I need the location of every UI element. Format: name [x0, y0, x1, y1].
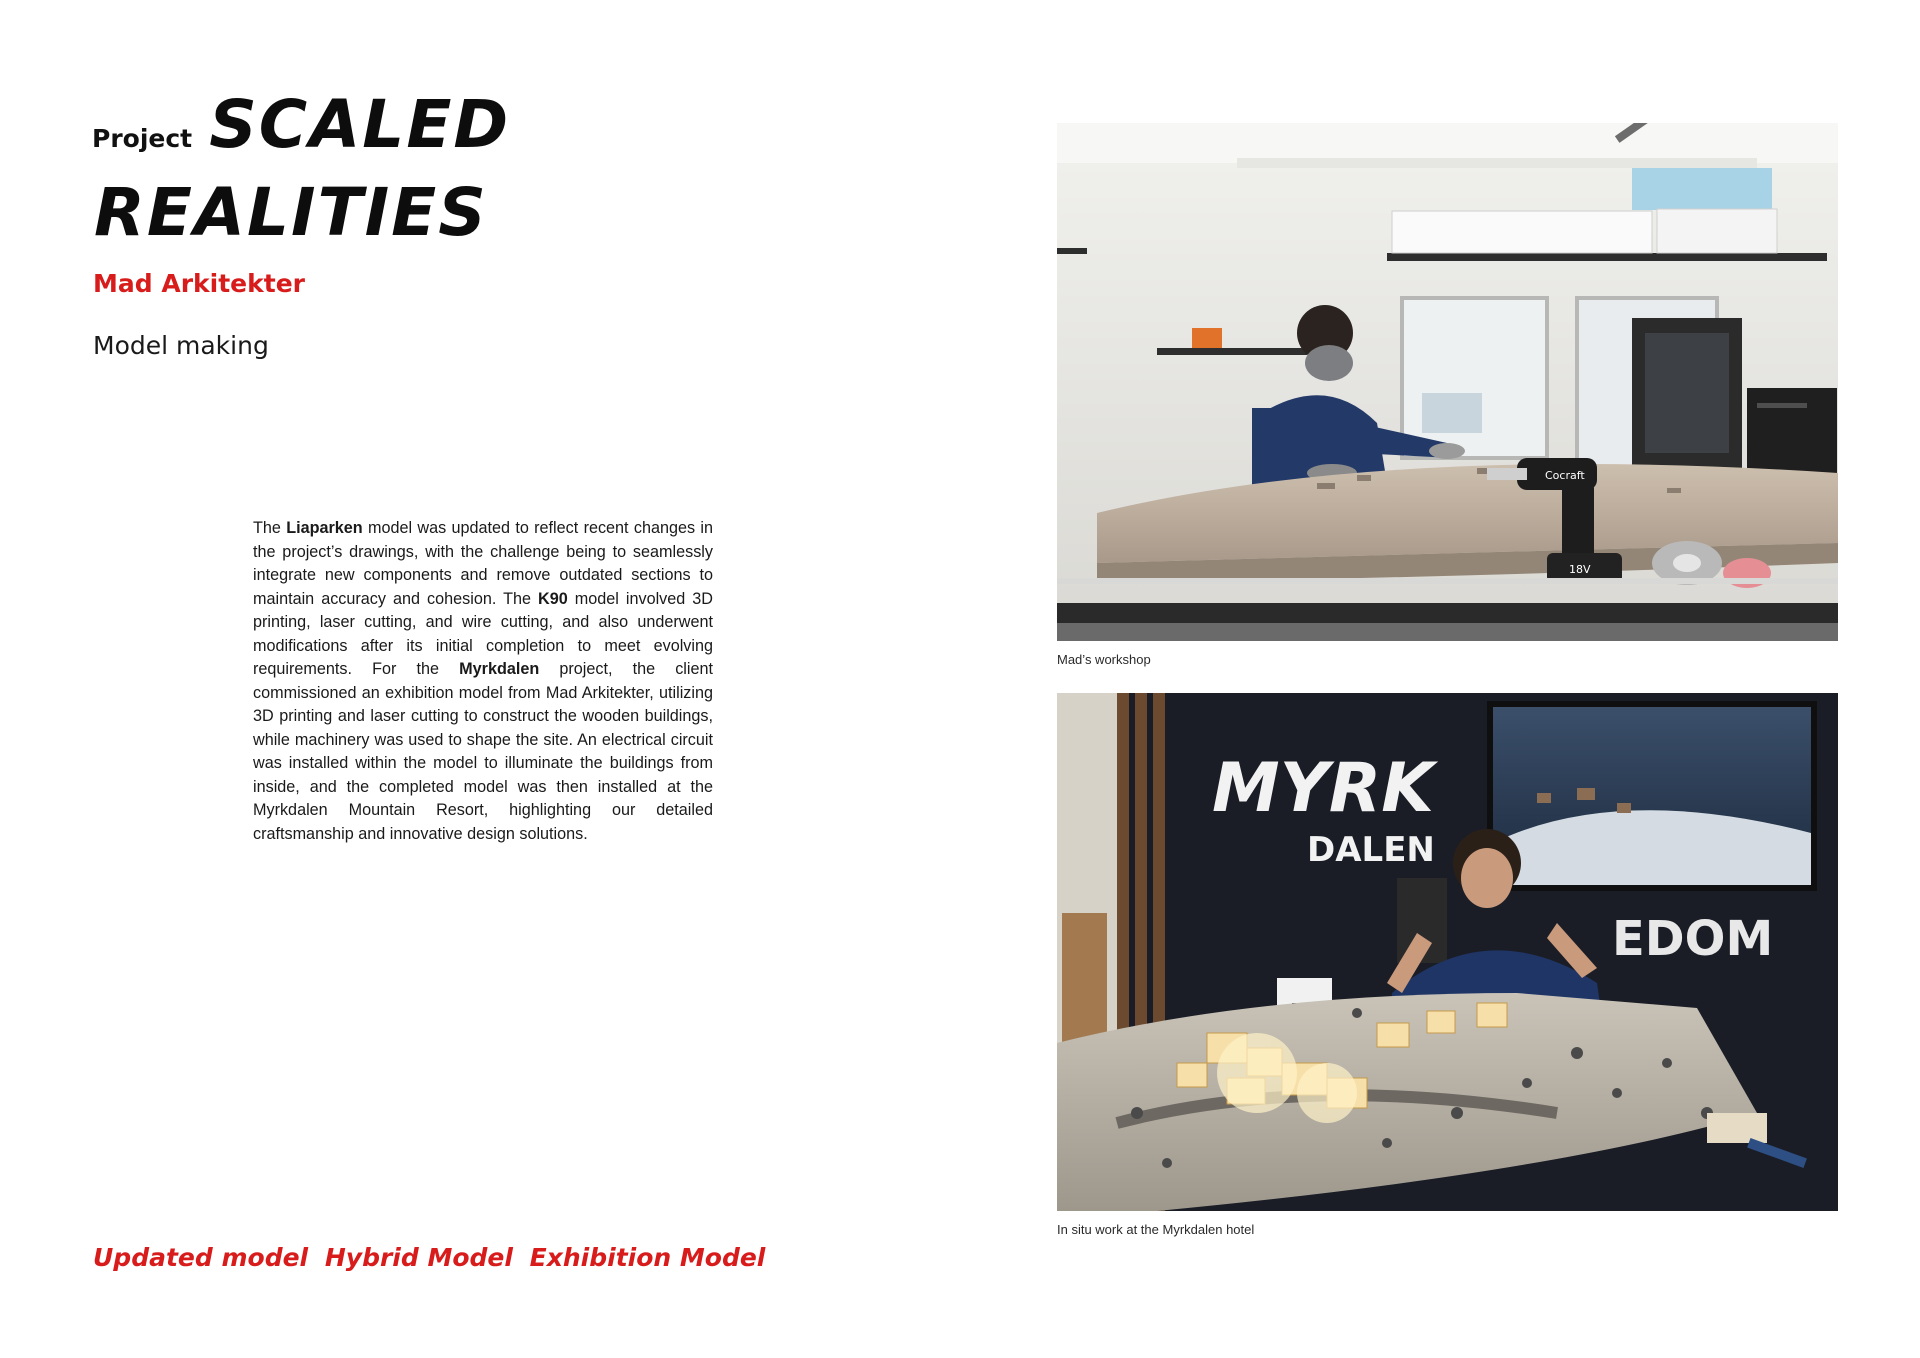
project-title-first-word: SCALED	[209, 86, 511, 163]
project-kicker: Project	[92, 124, 193, 153]
description-text: project, the client commissioned an exhibition model from Mad Arkitekter, utilizing 3D printing and laser cutting to construct the wooden buildings, while machinery was used to shape the site. An electrical circuit was installed within the model to illuminate the buildings from inside, and the completed model was then installed at the Myrkdalen Mountain Resort, highlighting our detailed craftsmanship and innovative design solutions.	[253, 660, 714, 843]
wall-slogan-text: EDOM	[1612, 911, 1774, 967]
highlighted-project-name: Myrkdalen	[459, 660, 540, 678]
title-second-line	[94, 174, 488, 251]
project-description	[253, 517, 713, 846]
model-type-tags	[93, 1243, 765, 1272]
description-text: model was updated to reflect recent changes in the project’s drawings, with the challenge being to seamlessly integrate new components and remove outdated sections to maintain accuracy and cohesion. The	[253, 519, 713, 608]
tag-hybrid-model: Hybrid Model	[324, 1243, 513, 1272]
workshop-photo-illustration	[1057, 123, 1838, 641]
highlighted-project-name: K90	[538, 589, 568, 608]
myrkdalen-caption: In situ work at the Myrkdalen hotel	[1057, 1222, 1255, 1237]
tag-exhibition-model: Exhibition Model	[529, 1243, 766, 1272]
project-title-second-word: REALITIES	[94, 174, 488, 251]
drill-brand-label: Cocraft	[1545, 469, 1585, 482]
description-text: model involved 3D printing, laser cutting, and wire cutting, and also underwent modifications after its initial completion to meet evolving requirements. For the	[253, 589, 713, 678]
dalen-logo-text: DALEN	[1307, 830, 1435, 870]
myrkdalen-photo	[1057, 693, 1838, 1211]
description-text: The	[253, 519, 287, 537]
workshop-photo	[1057, 123, 1838, 641]
myrk-logo-text: MYRK	[1212, 749, 1434, 828]
studio-name: Mad Arkitekter	[93, 269, 305, 298]
tag-updated-model: Updated model	[93, 1243, 309, 1272]
highlighted-project-name: Liaparken	[286, 519, 363, 537]
workshop-caption: Mad’s workshop	[1057, 652, 1151, 667]
title-first-line	[92, 86, 511, 163]
battery-label: 18V	[1569, 563, 1591, 576]
discipline-label: Model making	[93, 331, 269, 360]
myrkdalen-photo-illustration	[1057, 693, 1838, 1211]
